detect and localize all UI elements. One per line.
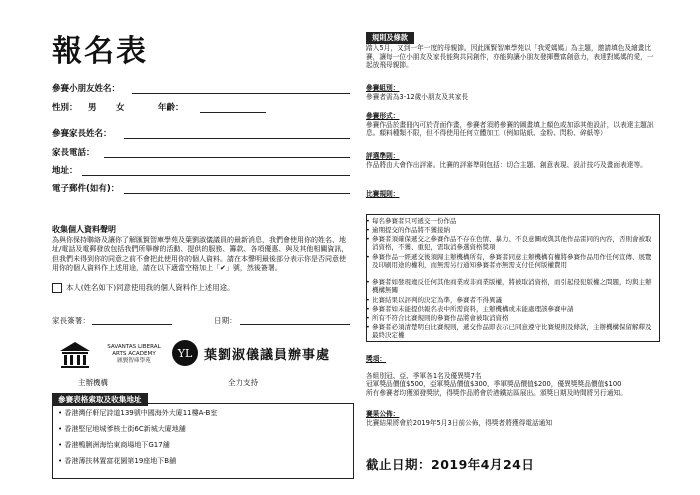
address-item: • 香港灣仔軒尼詩道139號中國海外大廈11樓A-B室	[58, 409, 218, 417]
rule-item: • 每名參賽者只可遞交一份作品	[372, 217, 654, 225]
rules-section-head	[366, 190, 656, 199]
rule-item: • 參賽作品一經遞交後須歸主辦機構所有，參賽者同意主辦機構有權將參賽作品用作任何宣傳、展覽及印刷用途的權利，而無需另行通知參賽者亦無需支付任何版權費用	[372, 253, 654, 269]
logo1-line2: ARTS ACADEMY	[112, 351, 156, 357]
result-body: 比賽結果將會於2019年5月3日前公佈，得獎者將獲得電話通知	[366, 418, 553, 427]
phone-field[interactable]	[104, 157, 350, 158]
format-head: 參賽形式：	[366, 112, 400, 120]
rule-item: • 參賽者如未能提供報名表中所需資料，主辦機構或未能處理該參賽申請	[372, 305, 654, 313]
consent-checkbox[interactable]	[52, 283, 62, 293]
age-field[interactable]	[200, 112, 266, 113]
format-section	[366, 112, 656, 138]
judge-body: 作品將由大會作出評審。比賽的評審準則包括：切合主題、創意表現、設計技巧及畫面表達等。	[366, 160, 647, 169]
date-label: 日期：	[214, 316, 237, 325]
age-label: 年齡：	[158, 103, 184, 113]
rule-item: • 所有不符合比賽規則的參賽作品將會被取消資格	[372, 314, 654, 322]
email-field[interactable]	[124, 193, 350, 194]
gender-male-option[interactable]: 男	[88, 103, 97, 113]
savantas-logo	[58, 340, 176, 372]
prize-head: 獎項：	[366, 354, 387, 363]
address-field[interactable]	[82, 175, 350, 176]
privacy-notice-title: 收集個人資料聲明	[52, 225, 116, 234]
logo1-line3: 匯賢智庫學苑	[117, 358, 151, 364]
privacy-notice-body: 為與你保持聯絡及讓你了解匯賢智庫學苑及葉劉淑儀議員的最新消息，我們會使用你的姓名、地址/電話及電郵發放包括我們所舉辦的活動、提供的服務、籌款、各項優惠、與及其他相關資訊，但我們未得到你的同意之前不會把此使用你的個人資料。請在本聲明最後部分表示你是否同意使用你的個人資料作上述用途，請在以下適當空格加上「✔」號，然後簽署。	[52, 236, 349, 272]
group-body: 參賽者需為3-12歲小朋友及其家長	[366, 92, 469, 101]
prize-section	[366, 346, 656, 406]
address-section-title: 參賽表格索取及收集地址	[52, 393, 148, 406]
rules-title: 規則及條款	[366, 32, 414, 44]
date-field[interactable]	[240, 324, 350, 325]
academy-building-icon	[58, 340, 92, 370]
logo1-line1: SAVANTAS LIBERAL	[107, 344, 161, 350]
rule-item: • 參賽者必須清楚明白比賽規則，遞交作品即表示已同意遵守比賽規則及條款，主辦機構保留解釋及最終決定權	[372, 323, 654, 339]
child-name-field[interactable]	[132, 93, 350, 94]
group-section	[366, 84, 656, 101]
rule-item: • 逾期提交的作品將不獲接納	[372, 226, 654, 234]
parent-name-label: 參賽家長姓名：	[52, 129, 112, 139]
rules-head: 比賽規則：	[366, 190, 400, 198]
child-name-label: 參賽小朋友姓名：	[52, 84, 121, 94]
gender-female-option[interactable]: 女	[116, 103, 125, 113]
supporter-caption: 全力支持	[228, 378, 258, 387]
phone-label: 家長電話：	[52, 148, 95, 158]
email-label: 電子郵件(如有)：	[52, 184, 120, 194]
rule-item: • 比賽結果以評判的決定為準，參賽者不得異議	[372, 296, 654, 304]
judge-head: 評選準則：	[366, 152, 400, 160]
format-body: 參賽作品於畫冊內可於背面作畫，參賽者須將參賽的圖畫填上顏色或加添其他設計，以表達主題訊息。顏料種類不限，但不得使用任何立體加工（例如貼紙、金粉、閃粉、碎紙等）	[366, 120, 654, 138]
judge-section	[366, 152, 656, 169]
yl-office-logo	[172, 340, 330, 366]
organiser-caption: 主辦機構	[78, 378, 108, 387]
form-title: 報名表	[52, 34, 148, 69]
rule-item: • 參賽者如發現違反任何其他商業或非商業版權，將被取消資格，而引起侵犯版權之問題，均與主辦機構無關	[372, 278, 654, 294]
gender-label: 性別：	[52, 103, 78, 113]
deadline: 截止日期：2019年4月24日	[366, 457, 535, 472]
address-item: • 香港鴨脷洲海怡東商場地下G17舖	[58, 441, 170, 449]
yl-badge-icon: YL	[172, 340, 198, 366]
result-head: 賽果公佈：	[366, 410, 400, 418]
group-head: 參賽組別：	[366, 84, 400, 92]
consent-text: 本人(姓名如下)同意使用我的個人資料作上述用途。	[66, 283, 235, 292]
yl-office-name: 葉劉淑儀議員辦事處	[204, 347, 331, 363]
prize-body: 各組別冠、亞、季軍各1名及優異獎7名 冠軍獎品價值$500，亞軍獎品價值$300，季軍獎品價值$200，優異獎獎品價值$100 所有參賽者均獲頒發獎狀，得獎作品將會於港鐵站區展出。頒獎日期及時間將另行通知。	[366, 371, 627, 397]
parent-name-field[interactable]	[124, 138, 350, 139]
parent-sign-label: 家長簽署：	[52, 316, 90, 325]
address-item: • 香港堅尼地城爹核士街6C新城大廈地舖	[58, 425, 186, 433]
address-label: 地址：	[52, 166, 78, 176]
parent-sign-field[interactable]	[92, 324, 172, 325]
address-item: • 香港薄扶林置富花園第19座地下B舖	[58, 457, 177, 465]
consent-row	[52, 282, 234, 293]
rule-item: • 參賽者須確保遞交之參賽作品不存在色情、暴力、不良意圖或與其他作品雷同的內容，否則會被取消資格，不獲、重犯，需取消參選資格獎項	[372, 235, 654, 251]
result-section	[366, 410, 656, 427]
rules-intro: 踏入5月，又到一年一度的母親節。因此匯賢智庫學苑以「我愛媽媽」為主題，邀請填色及繪畫比賽，讓每一位小朋友及家長能夠共同創作，亦能夠讓小朋友發揮豐富創意力，表達對媽媽的愛，一起放飛母親節。	[366, 44, 654, 70]
